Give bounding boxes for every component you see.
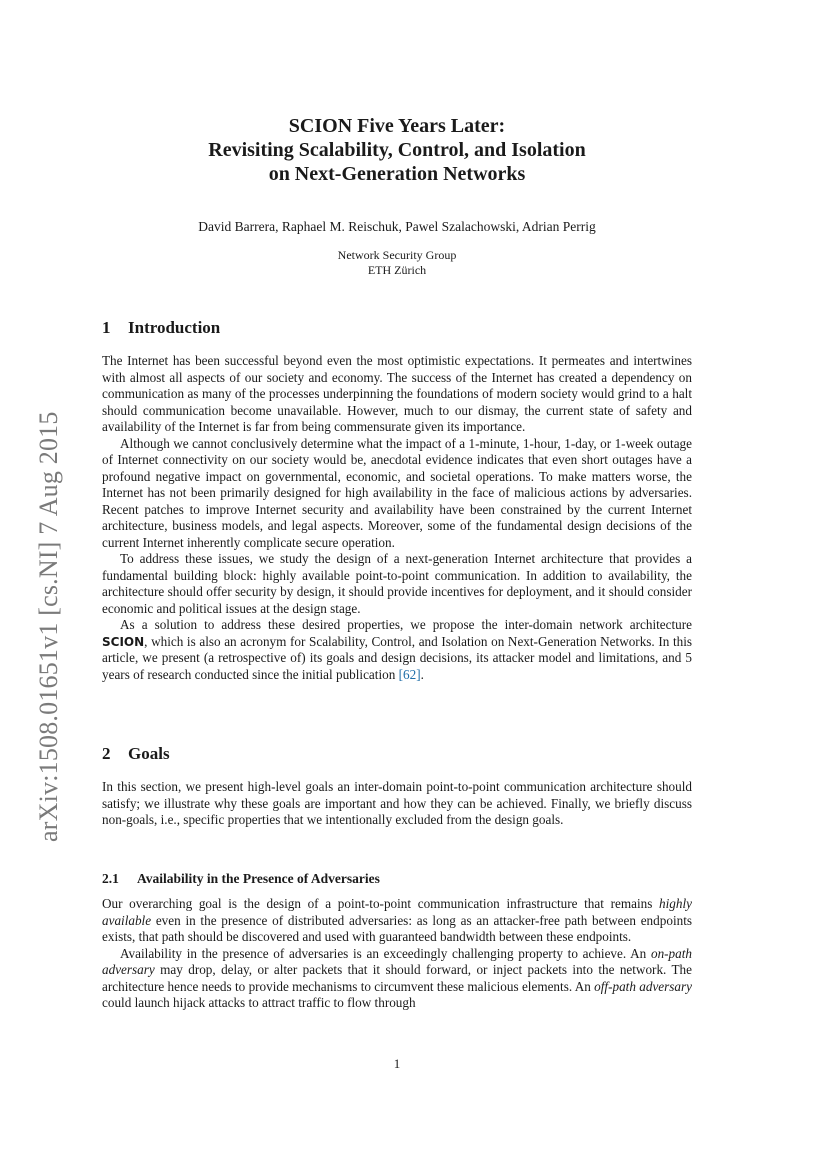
goals-body (102, 779, 692, 829)
introduction-body (102, 353, 692, 683)
text-run: could launch hijack attacks to attract traffic to flow through (102, 995, 416, 1010)
title-line-3: on Next-Generation Networks (268, 163, 526, 185)
paragraph (102, 617, 692, 683)
affiliation-group: Network Security Group (337, 248, 457, 262)
section-heading-introduction (102, 318, 220, 338)
section-title: Goals (128, 744, 170, 763)
text-run: . (420, 666, 424, 682)
availability-body (102, 896, 692, 1012)
section-number: 1 (102, 318, 111, 337)
affiliation (102, 248, 692, 278)
page-number: 1 (393, 1056, 401, 1071)
subsection-title: Availability in the Presence of Adversaries (137, 871, 380, 886)
emphasis: off-path adversary (594, 978, 692, 994)
text-run: Availability in the presence of adversaries is an exceedingly challenging property to achieve. An (120, 945, 651, 961)
text-run: Our overarching goal is the design of a point-to-point communication infrastructure that remains (102, 896, 660, 911)
scion-acronym: SCION (102, 634, 145, 649)
text-run: As a solution to address these desired properties, we propose the inter-domain network architecture (120, 617, 692, 632)
text-run: even in the presence of distributed adversaries: as long as an attacker-free path between endpoints exists, that path should be discovered and used with guaranteed bandwidth between these endpoints. (102, 912, 692, 944)
emphasis: on-path adversary (102, 945, 692, 977)
section-title: Introduction (128, 318, 221, 337)
title-line-1: SCION Five Years Later: (288, 115, 506, 137)
section-heading-goals (102, 744, 170, 764)
paper-title (102, 114, 692, 186)
citation-link[interactable]: [62] (398, 666, 421, 682)
arxiv-identifier-stamp: arXiv:1508.01651v1 [cs.NI] 7 Aug 2015 (34, 411, 63, 842)
author-list: David Barrera, Raphael M. Reischuk, Pawel Szalachowski, Adrian Perrig (198, 219, 596, 234)
paragraph (102, 896, 692, 946)
emphasis: highly available (102, 896, 692, 928)
subsection-heading-availability (102, 870, 380, 887)
paragraph (102, 946, 692, 1012)
affiliation-institution: ETH Zürich (367, 263, 427, 277)
section-number: 2 (102, 744, 111, 763)
title-line-2: Revisiting Scalability, Control, and Isolation (208, 139, 586, 161)
paragraph: Although we cannot conclusively determine what the impact of a 1-minute, 1-hour, 1-day, or 1-week outage of Internet connectivity on our society would be, anecdotal evidence indicates that even short outages have a profound negative impact on governmental, economic, and societal operations. To make matters worse, the Internet has not been primarily designed for high availability in the face of malicious actions by adversaries. Recent patches to improve Internet security and availability have been constrained by the current Internet architecture, business models, and legal aspects. Moreover, some of the fundamental design decisions of the current Internet inherently complicate secure operation. (102, 435, 692, 550)
subsection-number: 2.1 (102, 871, 119, 886)
text-run: , which is also an acronym for Scalability, Control, and Isolation on Next-Generation Networks. In this article, we present (a retrospective of) its goals and design decisions, its attacker model and limitations, and 5 years of research conducted since the initial publication (102, 633, 692, 682)
text-run: may drop, delay, or alter packets that it should forward, or inject packets into the network. The architecture hence needs to provide mechanisms to circumvent these malicious elements. An (102, 962, 692, 994)
paragraph: In this section, we present high-level goals an inter-domain point-to-point communication architecture should satisfy; we illustrate why these goals are important and how they can be achieved. Finally, we briefly discuss non-goals, i.e., specific properties that we intentionally excluded from the design goals. (102, 779, 692, 827)
paragraph: To address these issues, we study the design of a next-generation Internet architecture that provides a fundamental building block: highly available point-to-point communication. In addition to availability, the architecture should offer security by design, it should provide incentives for deployment, and it should consider economic and political issues at the design stage. (102, 551, 692, 616)
paragraph: The Internet has been successful beyond even the most optimistic expectations. It permeates and intertwines with almost all aspects of our society and economy. The success of the Internet has created a dependency on communication as many of the processes underpinning the foundations of modern society would grind to a halt should communication become unavailable. However, much to our dismay, the current state of safety and availability of the Internet is far from being commensurate given its importance. (102, 353, 692, 434)
